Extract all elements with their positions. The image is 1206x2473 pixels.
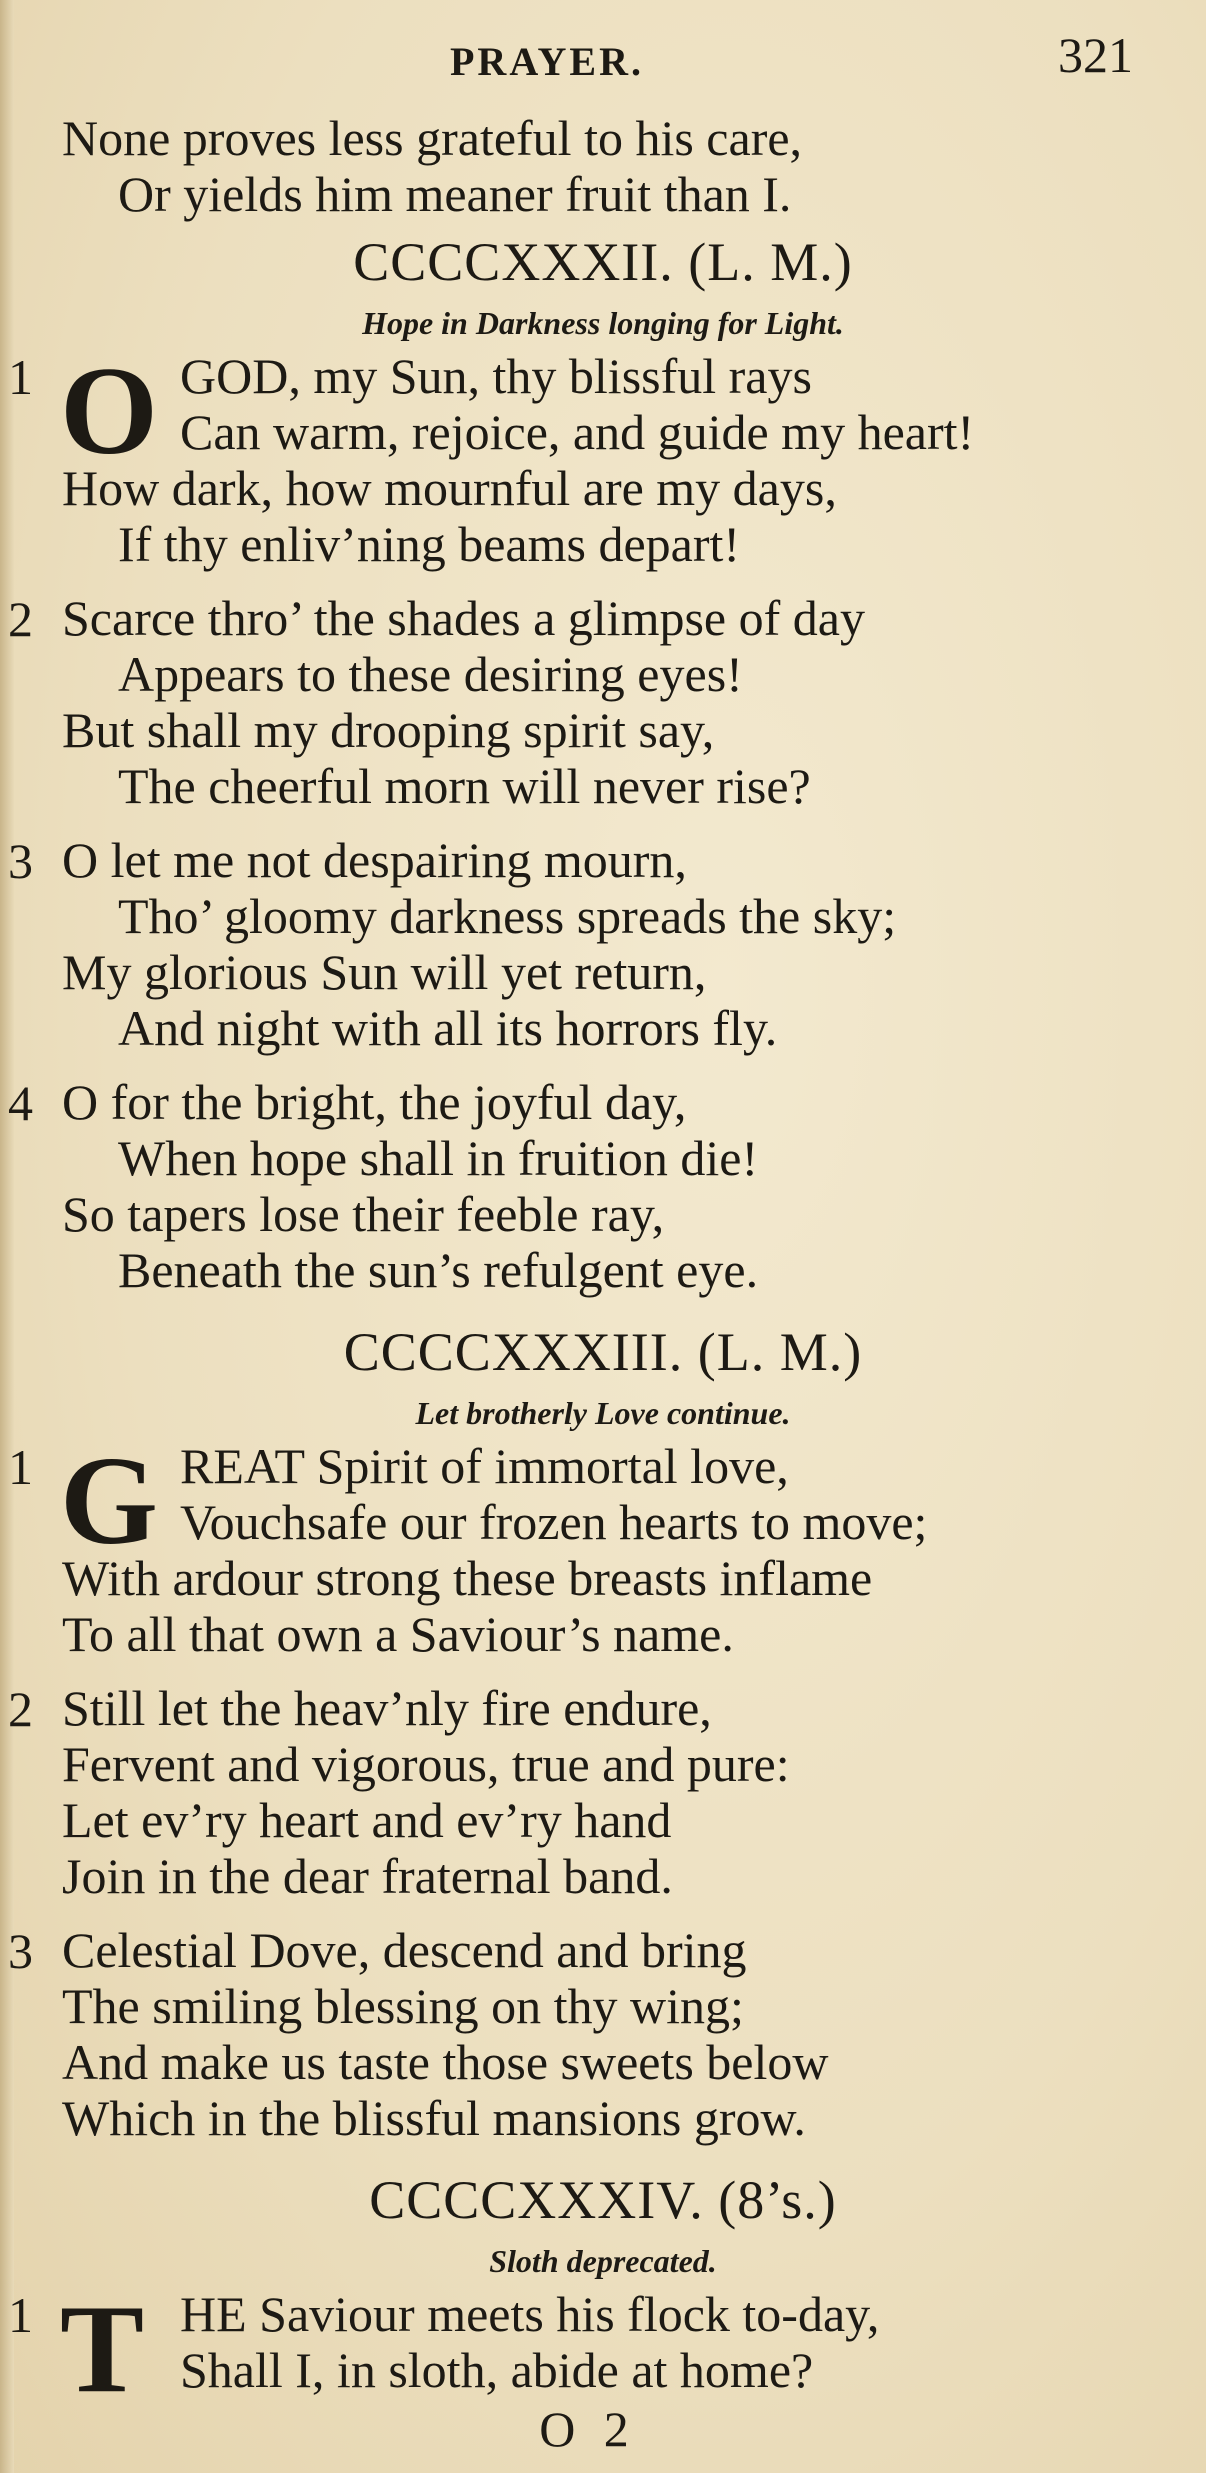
verse-number: 2 xyxy=(8,1681,33,1737)
hymn-subtitle: Let brotherly Love continue. xyxy=(415,1395,791,1431)
drop-cap: O xyxy=(60,342,159,481)
drop-cap: T xyxy=(60,2280,145,2419)
verse-line: Scarce thro’ the shades a glimpse of day xyxy=(62,590,865,646)
verse-line: To all that own a Saviour’s name. xyxy=(62,1606,734,1662)
verse-line: None proves less grateful to his care, xyxy=(62,110,803,166)
verse-4 xyxy=(0,1074,1206,1298)
verse-3 xyxy=(0,832,1206,1056)
hymn-number: CCCCXXXII. (L. M.) xyxy=(353,232,853,292)
page-footer xyxy=(0,2400,1206,2458)
intro-verse-fragment xyxy=(0,110,1206,222)
verse-line: Celestial Dove, descend and bring xyxy=(62,1922,747,1978)
hymn-number: CCCCXXXIII. (L. M.) xyxy=(343,1322,863,1382)
hymn-432 xyxy=(0,226,1206,1298)
verse-number: 1 xyxy=(8,2287,33,2343)
verse-line: Beneath the sun’s refulgent eye. xyxy=(118,1242,759,1298)
hymn-subtitle: Sloth deprecated. xyxy=(489,2243,717,2279)
verse-line: Or yields him meaner fruit than I. xyxy=(118,166,792,222)
verse-line: Can warm, rejoice, and guide my heart! xyxy=(180,404,975,460)
drop-cap: G xyxy=(60,1432,159,1571)
verse-number: 1 xyxy=(8,349,33,405)
verse-line: GOD, my Sun, thy blissful rays xyxy=(180,348,812,404)
verse-line: With ardour strong these breasts inflame xyxy=(62,1550,873,1606)
verse-1 xyxy=(0,1432,1206,1662)
verse-line: Still let the heav’nly fire endure, xyxy=(62,1680,712,1736)
verse-1 xyxy=(0,342,1206,572)
verse-1 xyxy=(0,2280,1206,2419)
verse-line: When hope shall in fruition die! xyxy=(118,1130,759,1186)
verse-number: 3 xyxy=(8,833,33,889)
verse-line: HE Saviour meets his flock to-day, xyxy=(180,2286,880,2342)
signature-mark: O 2 xyxy=(539,2401,637,2457)
verse-line: Vouchsafe our frozen hearts to move; xyxy=(180,1494,928,1550)
hymn-433 xyxy=(0,1316,1206,2146)
verse-number: 3 xyxy=(8,1923,33,1979)
hymn-subtitle: Hope in Darkness longing for Light. xyxy=(362,305,844,341)
verse-3 xyxy=(0,1922,1206,2146)
verse-line: REAT Spirit of immortal love, xyxy=(180,1438,789,1494)
verse-number: 2 xyxy=(8,591,33,647)
verse-line: How dark, how mournful are my days, xyxy=(62,460,837,516)
verse-line: Appears to these desiring eyes! xyxy=(118,646,743,702)
verse-number: 4 xyxy=(8,1075,33,1131)
verse-line: O let me not despairing mourn, xyxy=(62,832,687,888)
hymn-434 xyxy=(0,2164,1206,2419)
verse-line: Tho’ gloomy darkness spreads the sky; xyxy=(118,888,897,944)
verse-line: And make us taste those sweets below xyxy=(62,2034,829,2090)
verse-2 xyxy=(0,590,1206,814)
verse-line: If thy enliv’ning beams depart! xyxy=(118,516,741,572)
verse-line: Let ev’ry heart and ev’ry hand xyxy=(62,1792,672,1848)
verse-line: The smiling blessing on thy wing; xyxy=(62,1978,744,2034)
verse-line: O for the bright, the joyful day, xyxy=(62,1074,687,1130)
verse-line: And night with all its horrors fly. xyxy=(118,1000,778,1056)
verse-line: So tapers lose their feeble ray, xyxy=(62,1186,665,1242)
page-number: 321 xyxy=(1058,27,1133,83)
page-header xyxy=(0,24,1206,84)
running-head: PRAYER. xyxy=(450,39,644,84)
verse-line: Shall I, in sloth, abide at home? xyxy=(180,2342,814,2398)
verse-line: Join in the dear fraternal band. xyxy=(62,1848,673,1904)
page-content xyxy=(0,110,1206,2419)
hymn-number: CCCCXXXIV. (8’s.) xyxy=(369,2170,837,2230)
verse-line: Which in the blissful mansions grow. xyxy=(62,2090,806,2146)
verse-2 xyxy=(0,1680,1206,1904)
verse-number: 1 xyxy=(8,1439,33,1495)
verse-line: Fervent and vigorous, true and pure: xyxy=(62,1736,790,1792)
verse-line: My glorious Sun will yet return, xyxy=(62,944,707,1000)
verse-line: But shall my drooping spirit say, xyxy=(62,702,715,758)
verse-line: The cheerful morn will never rise? xyxy=(118,758,811,814)
